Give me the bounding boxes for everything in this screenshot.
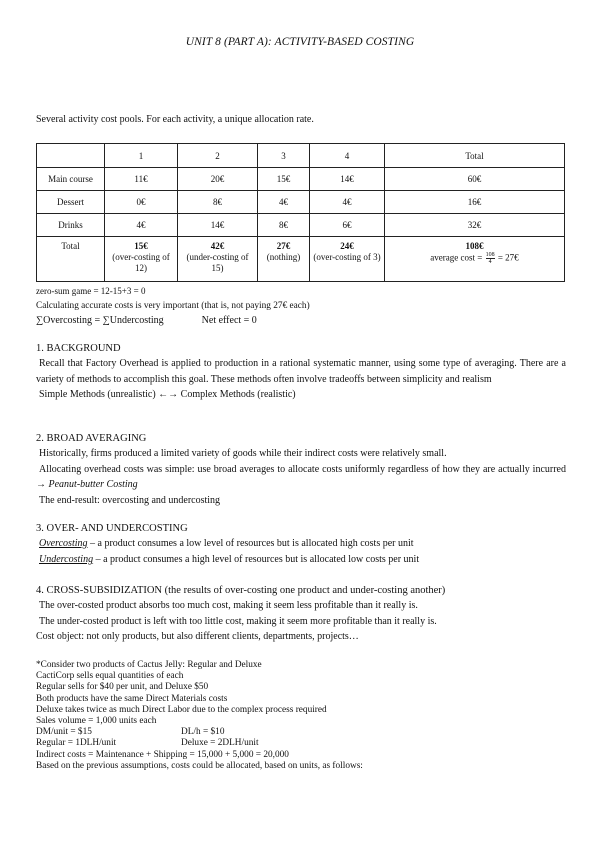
total-note: (nothing)	[266, 252, 301, 262]
example-line: *Consider two products of Cactus Jelly: Regular and Deluxe	[36, 660, 262, 670]
definition: – a product consumes a low level of resources but is allocated high costs per unit	[90, 538, 414, 549]
example-line: Regular sells for $40 per unit, and Deluxe $50	[36, 682, 209, 693]
accurate-cost-note: Calculating accurate costs is very important (that is, not paying 27€ each)	[36, 301, 310, 312]
example-line: Deluxe takes twice as much Direct Labor due to the complex process required	[36, 704, 327, 715]
total-cell	[310, 237, 385, 282]
table-row	[37, 214, 565, 237]
row-label: Main course	[37, 168, 105, 191]
total-cell	[258, 237, 310, 282]
definition: – a product consumes a high level of resources but is allocated low costs per unit	[95, 553, 420, 565]
section-paragraph: The over-costed product absorbs too much cost, making it seem less profitable than it really is.	[39, 600, 418, 611]
table-total-row	[37, 237, 565, 282]
table-cell: 0€	[105, 191, 178, 214]
section-over-undercosting	[36, 521, 566, 567]
total-cell	[105, 237, 178, 282]
header-cell: 1	[105, 144, 178, 168]
average-cost-result: = 27€	[497, 252, 519, 263]
table-cell: 60€	[385, 168, 565, 191]
example-line: Based on the previous assumptions, costs could be allocated, based on units, as follows:	[36, 760, 363, 771]
zero-sum-note: zero-sum game = 12-15+3 = 0	[36, 286, 146, 296]
average-cost-label: average cost =	[430, 252, 483, 263]
header-cell: 2	[178, 144, 258, 168]
header-cell: 4	[310, 144, 385, 168]
total-note: (over-costing of 3)	[313, 252, 381, 262]
row-label: Total	[37, 237, 105, 282]
section-heading: 1. BACKGROUND	[36, 343, 121, 354]
section-paragraph: Cost object: not only products, but also different clients, departments, projects…	[36, 631, 359, 642]
table-cell: 8€	[178, 191, 258, 214]
total-value: 15€	[134, 241, 148, 251]
section-paragraph: Historically, firms produced a limited variety of goods while their indirect costs were relatively small.	[39, 448, 447, 459]
section-paragraph: Simple Methods (unrealistic) ←→ Complex Methods (realistic)	[39, 389, 296, 400]
net-effect: Net effect = 0	[201, 315, 257, 327]
section-heading: 4. CROSS-SUBSIDIZATION (the results of over-costing one product and under-costing another)	[36, 585, 446, 596]
section-heading: 3. OVER- AND UNDERCOSTING	[36, 523, 188, 534]
table-cell: 4€	[258, 191, 310, 214]
section-paragraph: The end-result: overcosting and undercosting	[39, 494, 221, 506]
example-value: DL/h = $10	[181, 727, 225, 738]
header-cell: 3	[258, 144, 310, 168]
total-value: 27€	[276, 241, 291, 251]
table-notes	[36, 286, 566, 329]
total-cell	[385, 237, 565, 282]
section-background	[36, 341, 566, 403]
fraction-numerator: 108	[485, 252, 495, 258]
table-row	[37, 191, 565, 214]
section-paragraph: Recall that Factory Overhead is applied to production in a rational systematic manner, using some type of averaging. There are a variety of methods to accomplish this goal. These methods often involve tradeoffs between simplicity and realism	[36, 358, 566, 385]
intro-text: Several activity cost pools. For each activity, a unique allocation rate.	[36, 114, 314, 125]
paragraph-text: Allocating overhead costs was simple: use broad averages to allocate costs uniformly regardless of how they are actually incurred →	[36, 463, 566, 490]
term: Undercosting	[39, 553, 94, 565]
header-cell: Total	[385, 144, 565, 168]
table-cell: 6€	[310, 214, 385, 237]
fraction-denominator: 4	[488, 259, 492, 265]
over-under-note	[36, 313, 566, 329]
example-line	[36, 738, 566, 749]
page-title: UNIT 8 (PART A): ACTIVITY-BASED COSTING	[185, 36, 415, 48]
table-cell: 32€	[385, 214, 565, 237]
emphasis-term: Peanut-butter Costing	[48, 479, 138, 490]
table-header-row	[37, 144, 565, 168]
example-line	[36, 727, 566, 738]
table-cell: 4€	[310, 191, 385, 214]
section-heading: 2. BROAD AVERAGING	[36, 433, 147, 444]
section-broad-averaging	[36, 431, 566, 508]
example-line: CactiCorp sells equal quantities of each	[36, 671, 184, 682]
table-cell: 20€	[178, 168, 258, 191]
definition-line	[36, 536, 566, 552]
section-cross-subsidization	[36, 583, 566, 645]
average-cost-fraction	[486, 252, 495, 265]
total-value: 42€	[210, 241, 225, 251]
table-cell: 15€	[258, 168, 310, 191]
total-cell	[178, 237, 258, 282]
section-paragraph	[36, 462, 566, 493]
header-cell	[37, 144, 105, 168]
activity-cost-table	[36, 143, 565, 282]
example-value: DM/unit = $15	[36, 727, 92, 738]
definition-line	[36, 552, 566, 568]
example-line: Indirect costs = Maintenance + Shipping = 15,000 + 5,000 = 20,000	[36, 749, 289, 760]
section-paragraph: The under-costed product is left with too little cost, making it seem more profitable than it really is.	[39, 615, 437, 627]
example-block	[36, 660, 566, 772]
row-label: Dessert	[37, 191, 105, 214]
total-value: 24€	[340, 241, 354, 251]
table-cell: 8€	[258, 214, 310, 237]
total-note: (under-costing of 15)	[186, 252, 249, 273]
average-cost	[387, 252, 562, 265]
total-note: (over-costing of 12)	[112, 252, 170, 273]
total-value: 108€	[465, 241, 484, 251]
example-value: Regular = 1DLH/unit	[36, 738, 117, 749]
table-cell: 11€	[105, 168, 178, 191]
table-row	[37, 168, 565, 191]
table-cell: 14€	[310, 168, 385, 191]
over-under-equation: ∑Overcosting = ∑Undercosting	[36, 315, 164, 327]
row-label: Drinks	[37, 214, 105, 237]
table-cell: 14€	[178, 214, 258, 237]
table-cell: 16€	[385, 191, 565, 214]
example-line: Sales volume = 1,000 units each	[36, 716, 157, 727]
example-value: Deluxe = 2DLH/unit	[181, 738, 259, 749]
term: Overcosting	[39, 538, 88, 549]
table-cell: 4€	[105, 214, 178, 237]
example-line: Both products have the same Direct Materials costs	[36, 693, 228, 704]
